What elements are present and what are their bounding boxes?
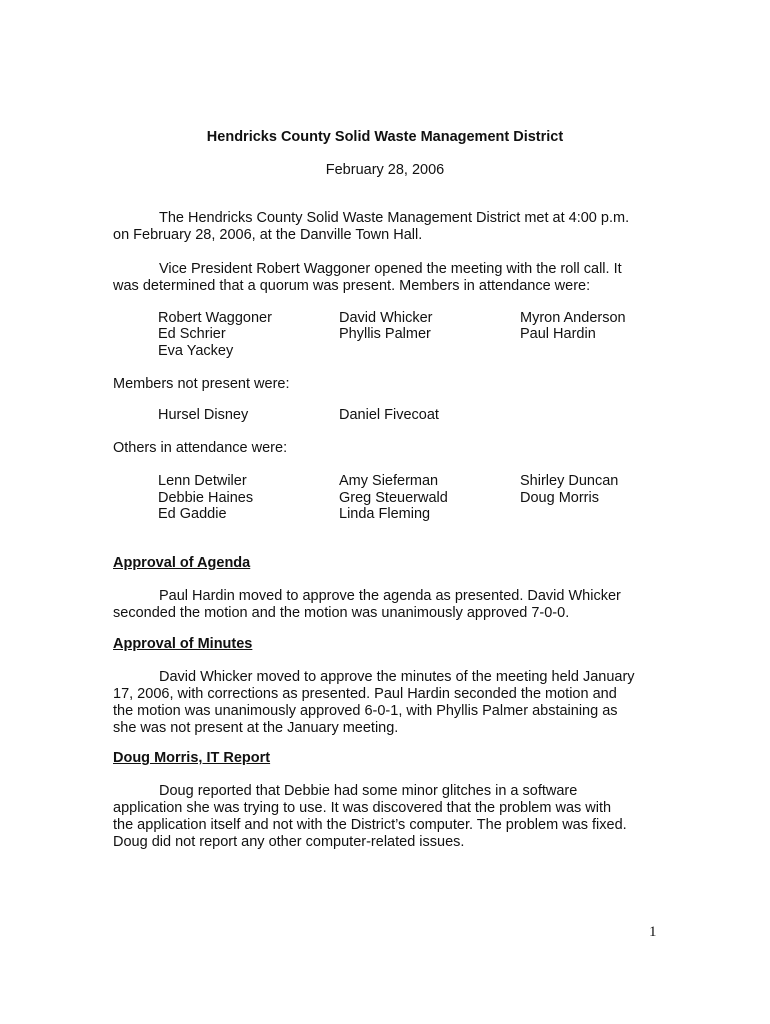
member-present: Eva Yackey: [158, 343, 234, 359]
member-present: Myron Anderson: [520, 310, 626, 326]
it-report-line-4: Doug did not report any other computer-related issues.: [113, 834, 465, 850]
member-present: Phyllis Palmer: [339, 326, 431, 342]
it-report-line-1: Doug reported that Debbie had some minor glitches in a software: [159, 783, 578, 799]
it-report-line-3: the application itself and not with the District’s computer. The problem was fixed.: [113, 817, 627, 833]
absent-label-text: Members not present were:: [113, 376, 290, 392]
others-label: [113, 440, 673, 457]
it-report-line-2: application she was trying to use. It was discovered that the problem was with: [113, 800, 612, 816]
minutes-line-1: David Whicker moved to approve the minutes of the meeting held January: [159, 669, 635, 685]
intro-line-2: on February 28, 2006, at the Danville Town Hall.: [113, 227, 423, 243]
minutes-paragraph: [113, 669, 673, 737]
other-attendee: Linda Fleming: [339, 506, 431, 522]
intro-paragraph: [113, 210, 673, 244]
minutes-heading: Approval of Minutes: [113, 636, 253, 652]
member-absent: Daniel Fivecoat: [339, 407, 439, 423]
member-present: Robert Waggoner: [158, 310, 272, 326]
rollcall-paragraph: [113, 261, 673, 295]
other-attendee: Doug Morris: [520, 490, 599, 506]
member-absent: Hursel Disney: [158, 407, 249, 423]
it-report-heading: Doug Morris, IT Report: [113, 750, 271, 766]
agenda-paragraph: [113, 588, 673, 622]
other-attendee: Shirley Duncan: [520, 473, 619, 489]
page-number: 1: [649, 924, 657, 940]
agenda-heading: Approval of Agenda: [113, 555, 251, 571]
other-attendee: Greg Steuerwald: [339, 490, 448, 506]
agenda-line-1: Paul Hardin moved to approve the agenda as presented. David Whicker: [159, 588, 621, 604]
minutes-line-2: 17, 2006, with corrections as presented. Paul Hardin seconded the motion and: [113, 686, 617, 702]
member-present: Ed Schrier: [158, 326, 226, 342]
agenda-line-2: seconded the motion and the motion was unanimously approved 7-0-0.: [113, 605, 570, 621]
meeting-date: February 28, 2006: [325, 162, 445, 178]
minutes-line-4: she was not present at the January meeting.: [113, 720, 399, 736]
member-present: David Whicker: [339, 310, 433, 326]
others-label-text: Others in attendance were:: [113, 440, 288, 456]
document-title: Hendricks County Solid Waste Management District: [206, 129, 564, 145]
absent-label: [113, 376, 673, 393]
member-present: Paul Hardin: [520, 326, 596, 342]
rollcall-line-1: Vice President Robert Waggoner opened the meeting with the roll call. It: [159, 261, 622, 277]
other-attendee: Amy Sieferman: [339, 473, 439, 489]
it-report-paragraph: [113, 783, 673, 851]
other-attendee: Debbie Haines: [158, 490, 254, 506]
minutes-line-3: the motion was unanimously approved 6-0-1, with Phyllis Palmer abstaining as: [113, 703, 618, 719]
rollcall-line-2: was determined that a quorum was present. Members in attendance were:: [113, 278, 591, 294]
intro-line-1: The Hendricks County Solid Waste Management District met at 4:00 p.m.: [159, 210, 630, 226]
other-attendee: Lenn Detwiler: [158, 473, 247, 489]
other-attendee: Ed Gaddie: [158, 506, 227, 522]
